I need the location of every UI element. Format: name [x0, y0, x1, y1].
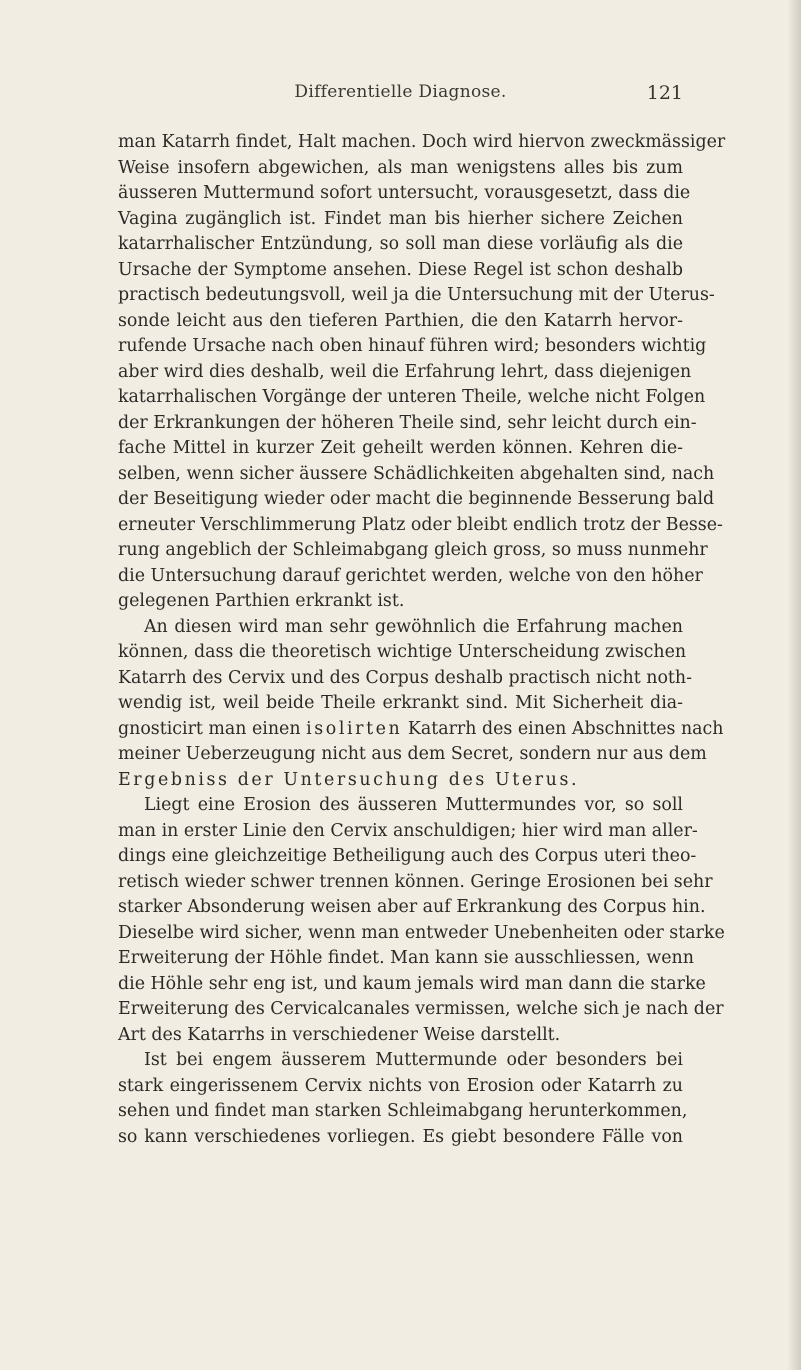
text-line: Weise insofern abgewichen, als man wenigstens alles bis zum — [118, 157, 683, 178]
text-line: Ursache der Symptome ansehen. Diese Regel ist schon deshalb — [118, 259, 683, 280]
text-line: sehen und findet man starken Schleimabgang herunterkommen, — [118, 1101, 688, 1121]
text-line: practisch bedeutungsvoll, weil ja die Untersuchung mit der Uterus- — [118, 285, 715, 305]
emphasized-line: Ergebniss der Untersuchung des Uterus. — [118, 769, 580, 790]
text-segment: Katarrh des einen Abschnittes nach — [407, 718, 724, 739]
text-line: katarrhalischer Entzündung, so soll man diese vorläufig als die — [118, 234, 683, 254]
text-line: selben, wenn sicher äussere Schädlichkeiten abgehalten sind, nach — [118, 463, 715, 484]
text-line: die Höhle sehr eng ist, und kaum jemals wird man dann die starke — [118, 973, 706, 994]
text-line: können, dass die theoretisch wichtige Unterscheidung zwischen — [118, 642, 687, 662]
text-line: der Beseitigung wieder oder macht die beginnende Besserung bald — [118, 489, 715, 509]
text-line: katarrhalischen Vorgänge der unteren Theile, welche nicht Folgen — [118, 387, 706, 407]
text-line: fache Mittel in kurzer Zeit geheilt werden können. Kehren die- — [118, 438, 683, 458]
page-edge-shadow — [787, 0, 801, 1370]
text-line: Liegt eine Erosion des äusseren Muttermundes vor, so soll — [144, 795, 683, 815]
text-line: Katarrh des Cervix und des Corpus deshalb practisch nicht noth- — [118, 667, 692, 688]
text-line: retisch wieder schwer trennen können. Geringe Erosionen bei sehr — [118, 871, 713, 892]
text-line: wendig ist, weil beide Theile erkrankt sind. Mit Sicherheit dia- — [118, 693, 683, 713]
text-line: Erweiterung des Cervicalcanales vermissen, welche sich je nach der — [118, 999, 724, 1019]
text-line: so kann verschiedenes vorliegen. Es giebt besondere Fälle von — [118, 1126, 683, 1147]
running-title: Differentielle Diagnose. — [294, 82, 507, 102]
text-line: rufende Ursache nach oben hinauf führen wird; besonders wichtig — [118, 336, 707, 356]
text-line: starker Absonderung weisen aber auf Erkrankung des Corpus hin. — [118, 897, 706, 917]
page-number: 121 — [646, 82, 683, 104]
text-line: man Katarrh findet, Halt machen. Doch wird hiervon zweckmässiger — [118, 132, 726, 152]
text-line: Ist bei engem äusserem Muttermunde oder besonders bei — [144, 1050, 683, 1070]
text-line: äusseren Muttermund sofort untersucht, vorausgesetzt, dass die — [118, 183, 691, 203]
emphasized-term: isolirten — [306, 718, 403, 739]
text-line: Vagina zugänglich ist. Findet man bis hierher sichere Zeichen — [118, 208, 683, 229]
text-segment: gnosticirt man einen — [118, 718, 301, 739]
text-line: An diesen wird man sehr gewöhnlich die Erfahrung machen — [144, 616, 683, 637]
text-line: Art des Katarrhs in verschiedener Weise darstellt. — [118, 1024, 561, 1045]
text-line: man in erster Linie den Cervix anschuldigen; hier wird man aller- — [118, 820, 698, 841]
text-line: Dieselbe wird sicher, wenn man entweder Unebenheiten oder starke — [118, 922, 725, 943]
text-line: aber wird dies deshalb, weil die Erfahrung lehrt, dass diejenigen — [118, 361, 692, 382]
text-line: Erweiterung der Höhle findet. Man kann sie ausschliessen, wenn — [118, 948, 694, 968]
text-line: rung angeblich der Schleimabgang gleich gross, so muss nunmehr — [118, 540, 708, 560]
body-text — [118, 130, 726, 1150]
text-line: stark eingerissenem Cervix nichts von Erosion oder Katarrh zu — [118, 1075, 683, 1096]
text-line: dings eine gleichzeitige Betheiligung auch des Corpus uteri theo- — [118, 846, 697, 866]
text-line: meiner Ueberzeugung nicht aus dem Secret, sondern nur aus dem — [118, 744, 707, 764]
running-header — [0, 82, 801, 112]
text-line: der Erkrankungen der höheren Theile sind, sehr leicht durch ein- — [118, 412, 697, 433]
text-line: die Untersuchung darauf gerichtet werden, welche von den höher — [118, 565, 703, 586]
text-line: gelegenen Parthien erkrankt ist. — [118, 591, 405, 611]
text-line: erneuter Verschlimmerung Platz oder bleibt endlich trotz der Besse- — [118, 514, 723, 535]
text-line-composite — [118, 717, 724, 743]
text-line: sonde leicht aus den tieferen Parthien, die den Katarrh hervor- — [118, 310, 683, 331]
